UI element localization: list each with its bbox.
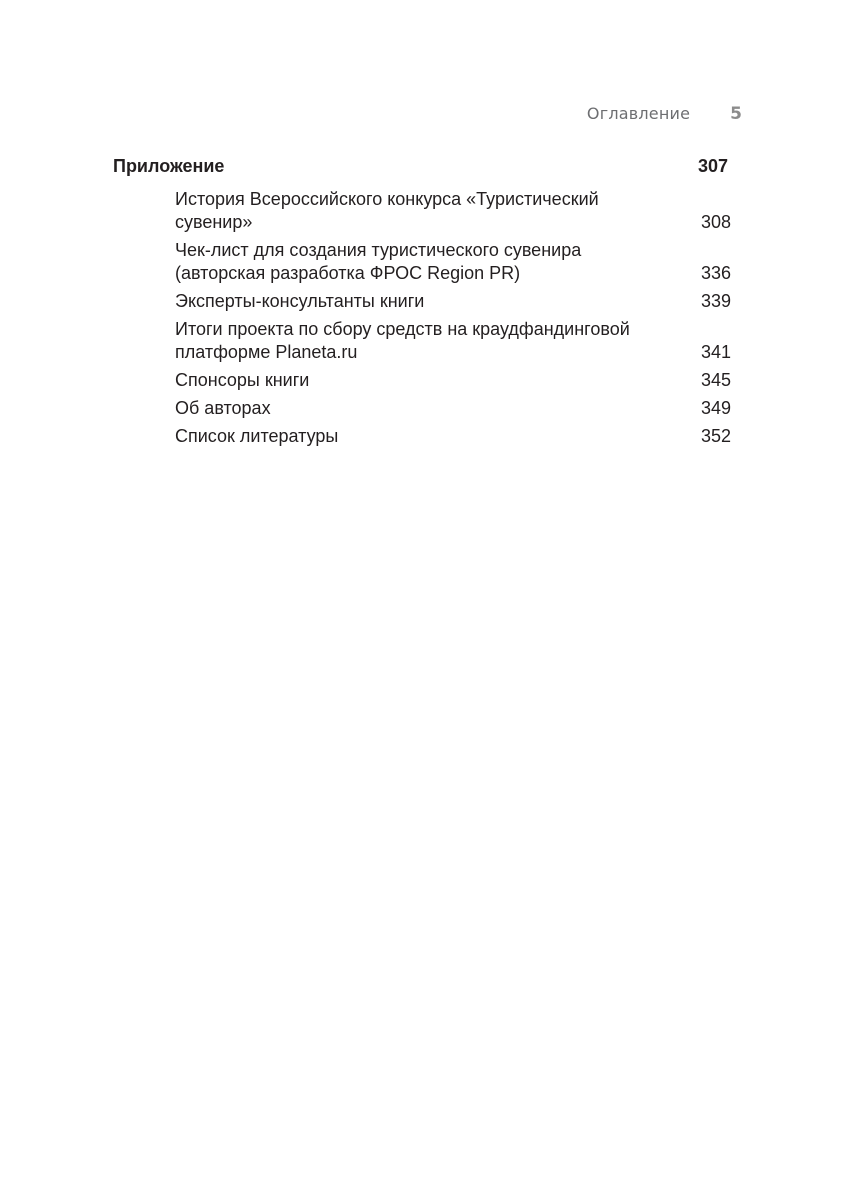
toc-entry-page: 308 [700,212,731,232]
toc-entry-page: 339 [700,291,731,311]
toc-chapter-page: 307 [697,156,728,176]
toc-entry[interactable] [175,188,731,234]
toc-entry-title: Итоги проекта по сбору средств на краудфандинговой платформе Planeta.ru [175,319,630,362]
toc-entry-page: 349 [700,398,731,418]
toc-entry-title: Спонсоры книги [175,370,310,390]
toc-entry-page: 345 [700,370,731,390]
toc-entry[interactable] [175,239,731,285]
toc-chapter-title: Приложение [113,156,225,176]
table-of-contents [113,156,731,453]
toc-entry-page: 341 [700,342,731,362]
running-head-section: Оглавление [586,104,691,123]
toc-entry-title: Список литературы [175,426,339,446]
running-head [587,104,742,124]
toc-entry-page: 352 [700,426,731,446]
running-head-page-number: 5 [730,104,742,124]
toc-entry[interactable] [175,318,731,364]
toc-entry[interactable] [175,290,731,313]
toc-entry-list [113,188,731,448]
toc-entry-title: Эксперты-консультанты книги [175,291,425,311]
toc-chapter-heading[interactable] [113,156,731,177]
toc-entry[interactable] [175,397,731,420]
toc-entry-title: Чек-лист для создания туристического сувенира (авторская разработка ФРОС Region PR) [175,240,582,283]
toc-entry-title: Об авторах [175,398,271,418]
toc-entry[interactable] [175,369,731,392]
toc-entry-title: История Всероссийского конкурса «Туристический сувенир» [175,189,599,232]
toc-entry[interactable] [175,425,731,448]
toc-entry-page: 336 [700,263,731,283]
